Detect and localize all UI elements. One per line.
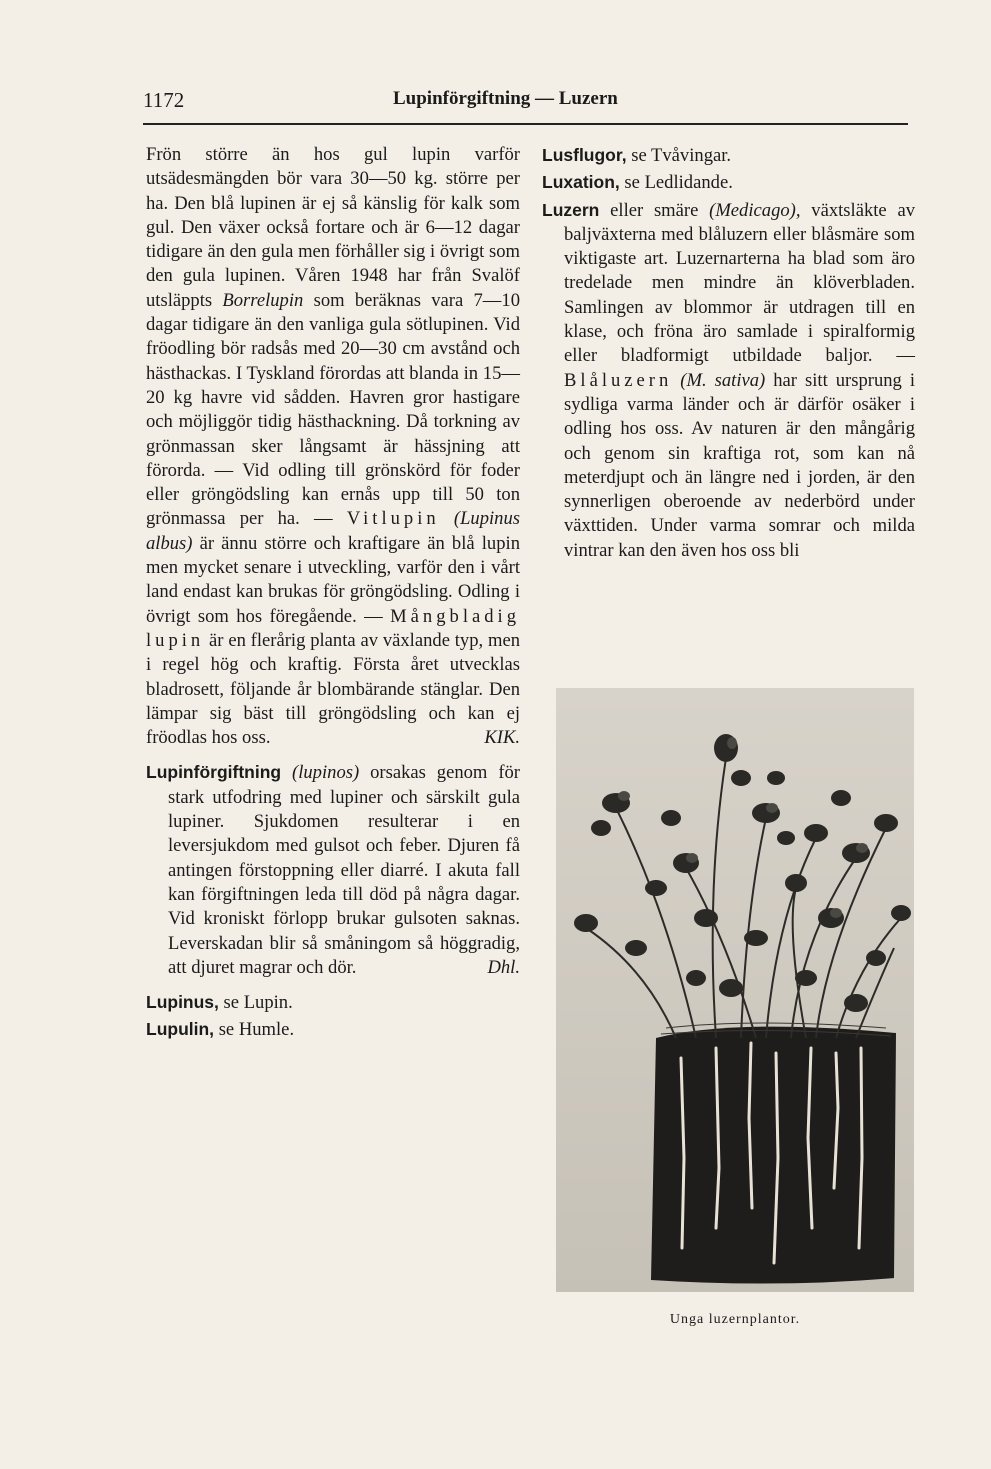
headword-luxation: Luxation,	[542, 172, 620, 193]
entry-lupulin: Lupulin, se Humle.	[146, 1019, 295, 1041]
entry-lusflugor: Lusflugor, se Tvåvingar.	[542, 145, 732, 166]
header-rule	[143, 123, 908, 125]
borrelupin-term: Borrelupin	[222, 289, 304, 311]
entry-lupinforgiftning: Lupinförgiftning (lupinos) orsakas genom för stark utfodring med lupiner och särskilt gula lupiner. Sjukdomen resulterar i en leversjukdom med gulsot och feber. Djuren få antingen förstoppning eller diarré. I akuta fall kan förgiftningen leda till död på några dagar. Vid kroniskt förlopp brukar gulsoten saknas. Leverskadan blir så småningom så höggradig, att djuret magrar och dör. Dhl.	[146, 760, 520, 980]
vitlupin-term: Vitlupin	[346, 508, 440, 530]
figure-caption: Unga luzernplantor.	[669, 1312, 801, 1327]
signature-kik: KIK.	[484, 727, 520, 749]
blaluzern-term: Blåluzern	[564, 369, 673, 391]
page-header	[143, 88, 908, 118]
luzern-seedlings-photo	[556, 688, 914, 1292]
headword-luzern: Luzern	[542, 199, 600, 220]
right-column	[542, 143, 915, 563]
running-title: Lupinförgiftning — Luzern	[393, 88, 618, 109]
page-number: 1172	[143, 88, 185, 112]
left-column	[146, 143, 520, 1043]
signature-dhl: Dhl.	[487, 956, 520, 978]
entry-luxation: Luxation, se Ledlidande.	[542, 172, 733, 194]
headword-lusflugor: Lusflugor,	[542, 145, 627, 165]
entry-luzern: Luzern eller smäre (Medicago), växtsläkte av baljväxterna med blåluzern eller blåsmäre som viktigaste art. Luzernarterna ha blad som äro tredelade men mindre än klöverbladen. Samlingen av blommor är utdragen till en klase, och fröna äro samlade i spiralformig eller bladformigt utbildade baljor. — Blåluzern (M. sativa) har sitt ursprung i sydliga varma länder och är därför osäker i odling hos oss. Av naturen är den mångårig och genom sin kraftiga rot, som kan nå meterdjupt och än längre ned i jorden, är den synnerligen oberoende av nederbörd under växttiden. Under varma somrar och milda vintrar kan den även hos oss bli	[542, 199, 916, 561]
mangbladig-term: Mångbladig lupin	[146, 605, 520, 651]
entry-lupin-continued: Frön större än hos gul lupin varför utsädesmängden bör vara 30—50 kg. större per ha. Den blå lupinen är ej så känslig för kalk som gul. Den växer också fortare och är 6—12 dagar tidigare än den gula men förhåller sig i övrigt som den gula lupinen. Våren 1948 har från Svalöf utsläppts Borrelupin som beräknas vara 7—10 dagar tidigare än den vanliga gula sötlupinen. Vid fröodling bör radsås med 20—30 cm avstånd och hästhackas. I Tyskland förordas att blanda in 15—20 kg havre vid sådden. Havren gror hastigare och möjliggör tidig hästhackning. Då torkning av grönmassan sker långsamt är hässjning att förorda. — Vid odling till grönskörd för foder eller gröngödsling kan ernås upp till 50 ton grönmassa per ha. — Vitlupin (Lupinus albus) är ännu större och kraftigare än blå lupin men mycket senare i utveckling, varför den i vårt land endast kan brukas för gröngödsling. Odling i övrigt som hos föregående. — Mångbladig lupin är en flerårig planta av växlande typ, men i regel hög och kraftig. Första året utvecklas bladrosett, följande år blombärande stänglar. Den lämpar sig bäst till gröngödsling och kan ej fröodlas hos oss. KIK.	[146, 143, 520, 750]
plant-illustration	[556, 688, 914, 1292]
headword-lupinus: Lupinus,	[146, 992, 219, 1013]
entry-lupinus: Lupinus, se Lupin.	[146, 992, 293, 1014]
headword-lupinforgiftning: Lupinförgiftning	[146, 762, 282, 783]
vitlupin-latin: (Lupinus albus)	[146, 508, 520, 554]
headword-lupulin: Lupulin,	[146, 1019, 215, 1040]
